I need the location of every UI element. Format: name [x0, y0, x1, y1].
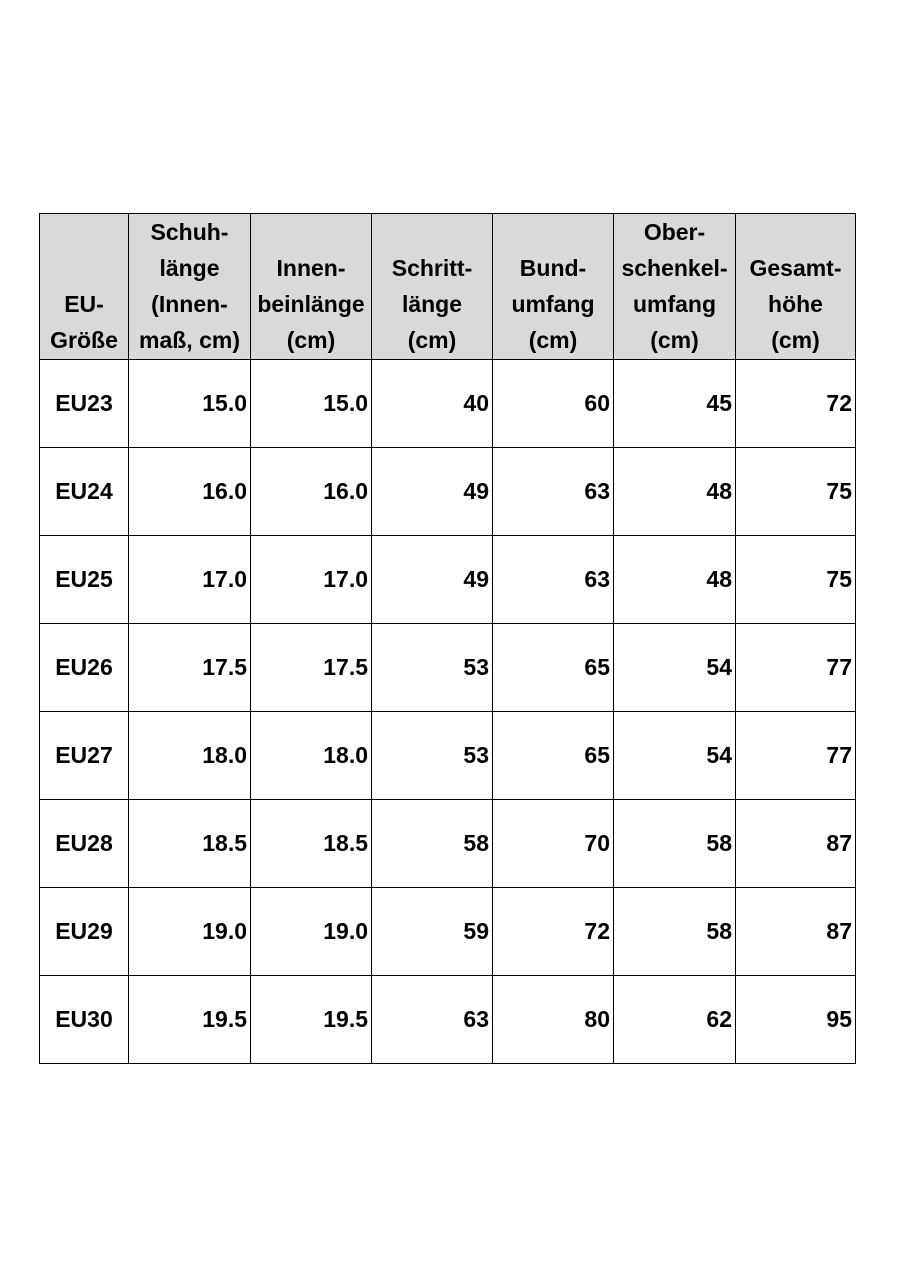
cell-size: EU29 [40, 888, 129, 976]
header-row [40, 214, 856, 360]
cell-inseam-length: 15.0 [251, 360, 372, 448]
cell-size: EU26 [40, 624, 129, 712]
header-line: Bund- [519, 255, 587, 281]
header-line: schenkel- [621, 255, 728, 281]
cell-size: EU24 [40, 448, 129, 536]
cell-crotch-length: 53 [372, 624, 493, 712]
header-line: Schritt- [391, 255, 473, 281]
size-table [39, 213, 856, 1064]
header-line: (cm) [528, 327, 578, 353]
size-chart [39, 213, 856, 1064]
header-shoe-length [129, 214, 251, 360]
table-row [40, 624, 856, 712]
header-line: beinlänge [257, 291, 365, 317]
header-line: (cm) [771, 327, 820, 353]
cell-shoe-length: 19.0 [129, 888, 251, 976]
cell-total-height: 72 [736, 360, 856, 448]
header-crotch-length [372, 214, 493, 360]
header-line: maß, cm) [139, 327, 240, 353]
cell-total-height: 75 [736, 536, 856, 624]
cell-waist: 65 [493, 624, 614, 712]
cell-shoe-length: 18.5 [129, 800, 251, 888]
cell-size: EU30 [40, 976, 129, 1064]
header-line: länge [159, 255, 220, 281]
cell-crotch-length: 53 [372, 712, 493, 800]
table-row [40, 800, 856, 888]
cell-size: EU23 [40, 360, 129, 448]
cell-shoe-length: 17.0 [129, 536, 251, 624]
table-row [40, 448, 856, 536]
cell-total-height: 95 [736, 976, 856, 1064]
cell-crotch-length: 49 [372, 448, 493, 536]
header-line: (Innen- [151, 291, 228, 317]
header-line: (cm) [407, 327, 457, 353]
cell-shoe-length: 17.5 [129, 624, 251, 712]
cell-crotch-length: 63 [372, 976, 493, 1064]
cell-inseam-length: 18.0 [251, 712, 372, 800]
cell-waist: 65 [493, 712, 614, 800]
header-thigh [614, 214, 736, 360]
cell-size: EU28 [40, 800, 129, 888]
cell-crotch-length: 40 [372, 360, 493, 448]
header-waist [493, 214, 614, 360]
cell-thigh: 45 [614, 360, 736, 448]
cell-total-height: 75 [736, 448, 856, 536]
table-row [40, 976, 856, 1064]
cell-shoe-length: 18.0 [129, 712, 251, 800]
cell-crotch-length: 59 [372, 888, 493, 976]
cell-thigh: 58 [614, 888, 736, 976]
cell-shoe-length: 19.5 [129, 976, 251, 1064]
cell-inseam-length: 17.0 [251, 536, 372, 624]
header-eu-size [40, 214, 129, 360]
header-total-height [736, 214, 856, 360]
cell-inseam-length: 17.5 [251, 624, 372, 712]
cell-total-height: 77 [736, 624, 856, 712]
cell-waist: 72 [493, 888, 614, 976]
table-row [40, 536, 856, 624]
cell-crotch-length: 49 [372, 536, 493, 624]
table-row [40, 888, 856, 976]
header-line: Gesamt- [749, 255, 842, 281]
cell-shoe-length: 16.0 [129, 448, 251, 536]
cell-size: EU27 [40, 712, 129, 800]
cell-inseam-length: 19.0 [251, 888, 372, 976]
table-row [40, 360, 856, 448]
cell-inseam-length: 16.0 [251, 448, 372, 536]
cell-waist: 63 [493, 448, 614, 536]
header-line: Schuh- [150, 219, 229, 245]
cell-thigh: 62 [614, 976, 736, 1064]
header-line: länge [401, 291, 463, 317]
header-line: (cm) [286, 327, 336, 353]
cell-total-height: 77 [736, 712, 856, 800]
cell-thigh: 54 [614, 624, 736, 712]
cell-thigh: 54 [614, 712, 736, 800]
header-line: (cm) [650, 327, 699, 353]
cell-thigh: 48 [614, 448, 736, 536]
cell-waist: 60 [493, 360, 614, 448]
cell-total-height: 87 [736, 800, 856, 888]
header-line: höhe [768, 291, 823, 317]
header-line: Größe [50, 327, 118, 353]
header-inseam-length [251, 214, 372, 360]
cell-waist: 70 [493, 800, 614, 888]
cell-inseam-length: 19.5 [251, 976, 372, 1064]
cell-inseam-length: 18.5 [251, 800, 372, 888]
cell-waist: 80 [493, 976, 614, 1064]
cell-thigh: 58 [614, 800, 736, 888]
header-line: Innen- [276, 255, 346, 281]
cell-waist: 63 [493, 536, 614, 624]
cell-size: EU25 [40, 536, 129, 624]
cell-crotch-length: 58 [372, 800, 493, 888]
cell-total-height: 87 [736, 888, 856, 976]
cell-thigh: 48 [614, 536, 736, 624]
cell-shoe-length: 15.0 [129, 360, 251, 448]
table-row [40, 712, 856, 800]
header-line: umfang [511, 291, 595, 317]
header-line: Ober- [643, 219, 706, 245]
header-line: umfang [632, 291, 717, 317]
header-line: EU- [64, 291, 104, 317]
